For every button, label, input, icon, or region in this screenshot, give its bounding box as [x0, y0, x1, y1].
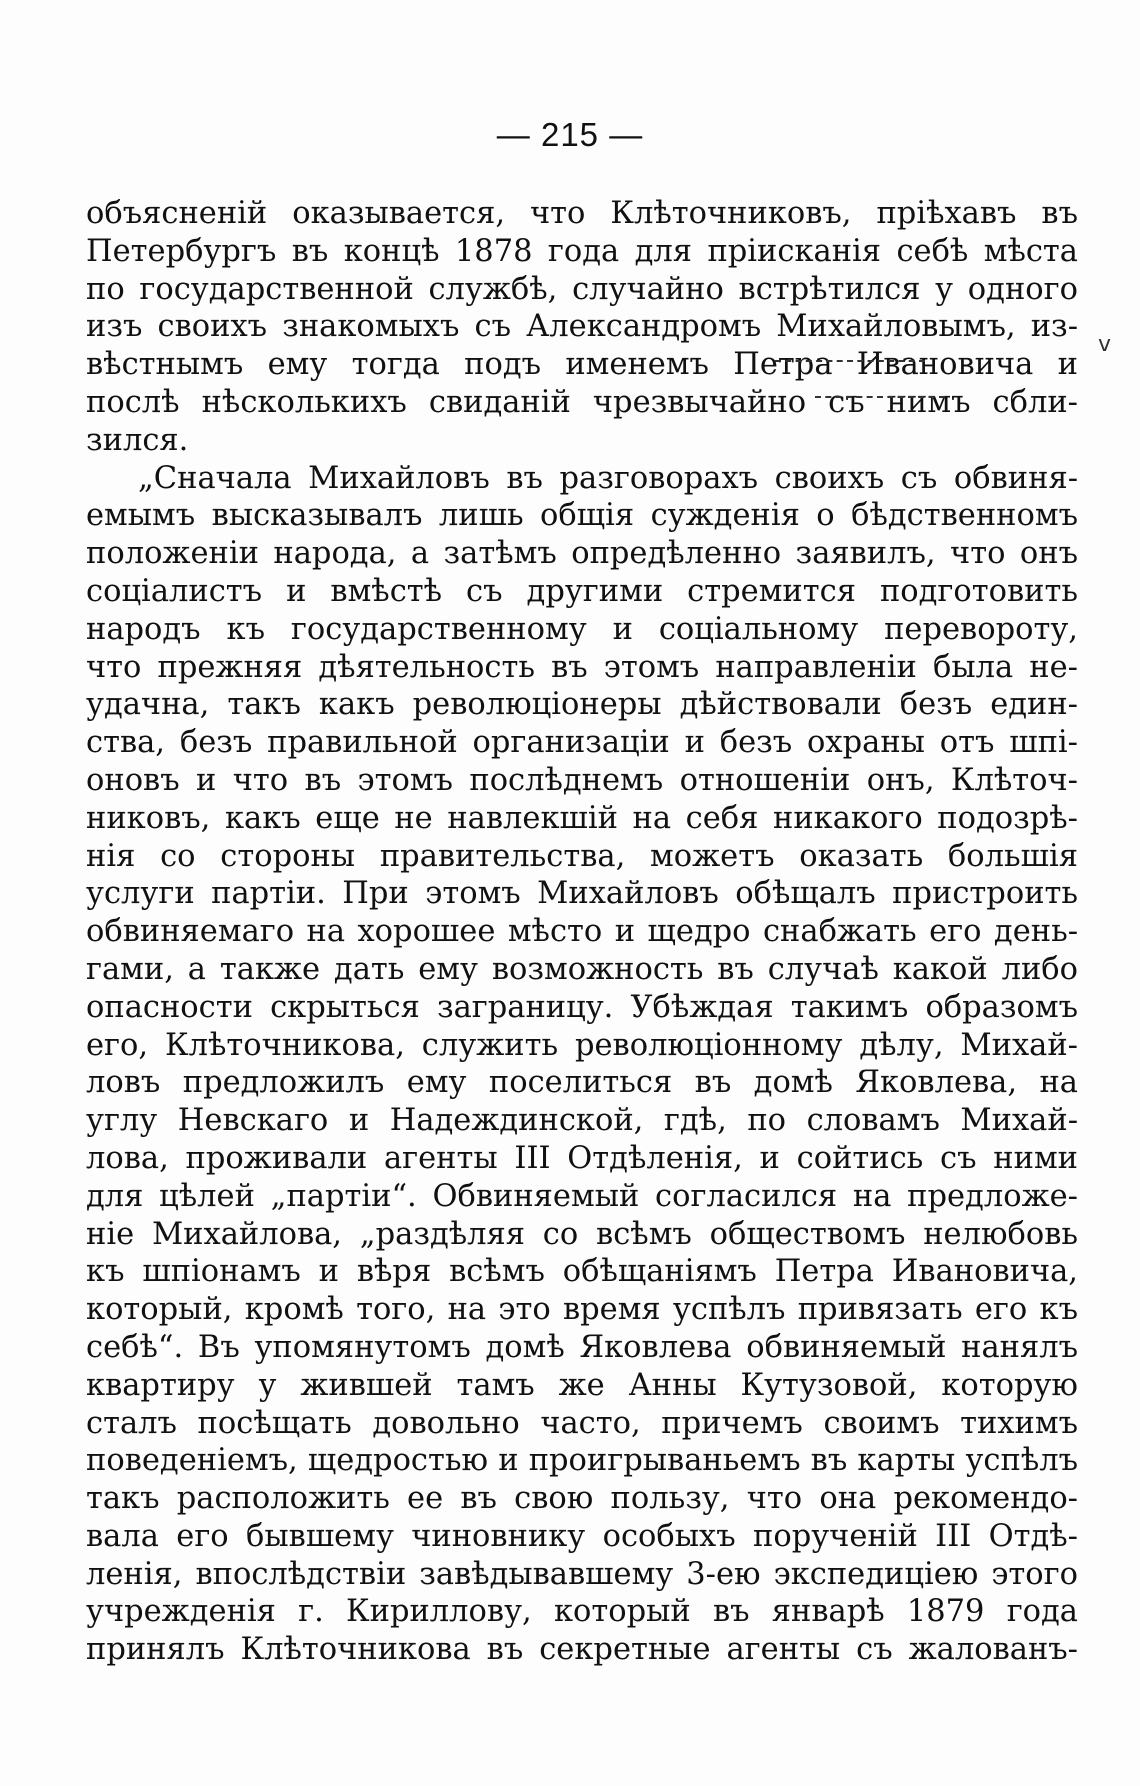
text-line: учрежденія г. Кириллову, который въ январѣ 1879 года [86, 1594, 1078, 1630]
text-line: народъ къ государственному и соціальному перевороту, [86, 611, 1078, 647]
margin-check-mark: v [1098, 332, 1112, 357]
text-line: нія со стороны правительства, можетъ оказать большія [86, 838, 1078, 874]
text-line: оновъ и что въ этомъ послѣднемъ отношеніи онъ, Клѣточ- [86, 762, 1078, 798]
text-line: вѣстнымъ ему тогда подъ именемъ Петра Ивановича и [86, 347, 1078, 383]
text-line: себѣ“. Въ упомянутомъ домѣ Яковлева обвиняемый нанялъ [86, 1329, 1078, 1365]
text-line: для цѣлей „партіи“. Обвиняемый согласился на предложе- [86, 1178, 1078, 1214]
text-line: гами, а также дать ему возможность въ случаѣ какой либо [86, 951, 1078, 987]
text-line: ловъ предложилъ ему поселиться въ домѣ Яковлева, на [86, 1065, 1078, 1101]
text-line: услуги партіи. При этомъ Михайловъ обѣщалъ пристроить [86, 876, 1078, 912]
handwritten-underline-mark [775, 360, 925, 362]
page-text [86, 195, 1078, 1669]
text-line: объясненій оказывается, что Клѣточниковъ, пріѣхавъ въ [86, 196, 1078, 231]
text-line: послѣ нѣсколькихъ свиданій чрезвычайно съ нимъ сбли- [86, 384, 1078, 420]
text-line: Петербургъ въ концѣ 1878 года для пріисканія себѣ мѣста [86, 233, 1078, 269]
text-line: къ шпіонамъ и вѣря всѣмъ обѣщаніямъ Петра Ивановича, [86, 1254, 1078, 1290]
text-line: квартиру у жившей тамъ же Анны Кутузовой, которую [86, 1367, 1078, 1403]
text-line: такъ расположить ее въ свою пользу, что она рекомендо- [86, 1481, 1078, 1517]
handwritten-underline-mark [815, 396, 945, 398]
text-line: зился. [86, 422, 189, 458]
text-line: емымъ высказывалъ лишь общія сужденія о бѣдственномъ [86, 498, 1078, 534]
text-line: ніе Михайлова, „раздѣляя со всѣмъ обществомъ нелюбовь [86, 1216, 1078, 1252]
text-line: поведеніемъ, щедростью и проигрываньемъ въ карты успѣлъ [86, 1443, 1078, 1479]
text-line: никовъ, какъ еще не навлекшій на себя никакого подозрѣ- [86, 800, 1078, 836]
text-line: лова, проживали агенты III Отдѣленія, и сойтись съ ними [86, 1140, 1078, 1176]
text-line: обвиняемаго на хорошее мѣсто и щедро снабжать его день- [86, 914, 1078, 950]
paragraph-start-line: „Сначала Михайловъ въ разговорахъ своихъ съ обвиня- [138, 460, 1078, 496]
text-line: сталъ посѣщать довольно часто, причемъ своимъ тихимъ [86, 1405, 1078, 1441]
text-line: положеніи народа, а затѣмъ опредѣленно заявилъ, что онъ [86, 536, 1078, 572]
text-line: что прежняя дѣятельность въ этомъ направленіи была не- [86, 649, 1078, 685]
text-line: соціалистъ и вмѣстѣ съ другими стремится подготовить [86, 573, 1078, 609]
text-line: его, Клѣточникова, служить революціонному дѣлу, Михай- [86, 1027, 1078, 1063]
text-line: удачна, такъ какъ революціонеры дѣйствовали безъ един- [86, 687, 1078, 723]
text-line: вала его бывшему чиновнику особыхъ порученій III Отдѣ- [86, 1518, 1078, 1554]
text-line: изъ своихъ знакомыхъ съ Александромъ Михайловымъ, из- [86, 309, 1078, 345]
text-line: который, кромѣ того, на это время успѣлъ привязать его къ [86, 1292, 1078, 1328]
text-line: опасности скрыться заграницу. Убѣждая такимъ образомъ [86, 989, 1078, 1025]
text-line: ства, безъ правильной организаціи и безъ охраны отъ шпі- [86, 725, 1078, 761]
text-line: по государственной службѣ, случайно встрѣтился у одного [86, 271, 1078, 307]
text-line: ленія, впослѣдствіи завѣдывавшему 3-ею экспедиціею этого [86, 1556, 1078, 1592]
page-number: — 215 — [496, 116, 644, 153]
text-line: принялъ Клѣточникова въ секретные агенты съ жалованъ- [86, 1632, 1078, 1668]
text-line: углу Невскаго и Надеждинской, гдѣ, по словамъ Михай- [86, 1103, 1078, 1139]
